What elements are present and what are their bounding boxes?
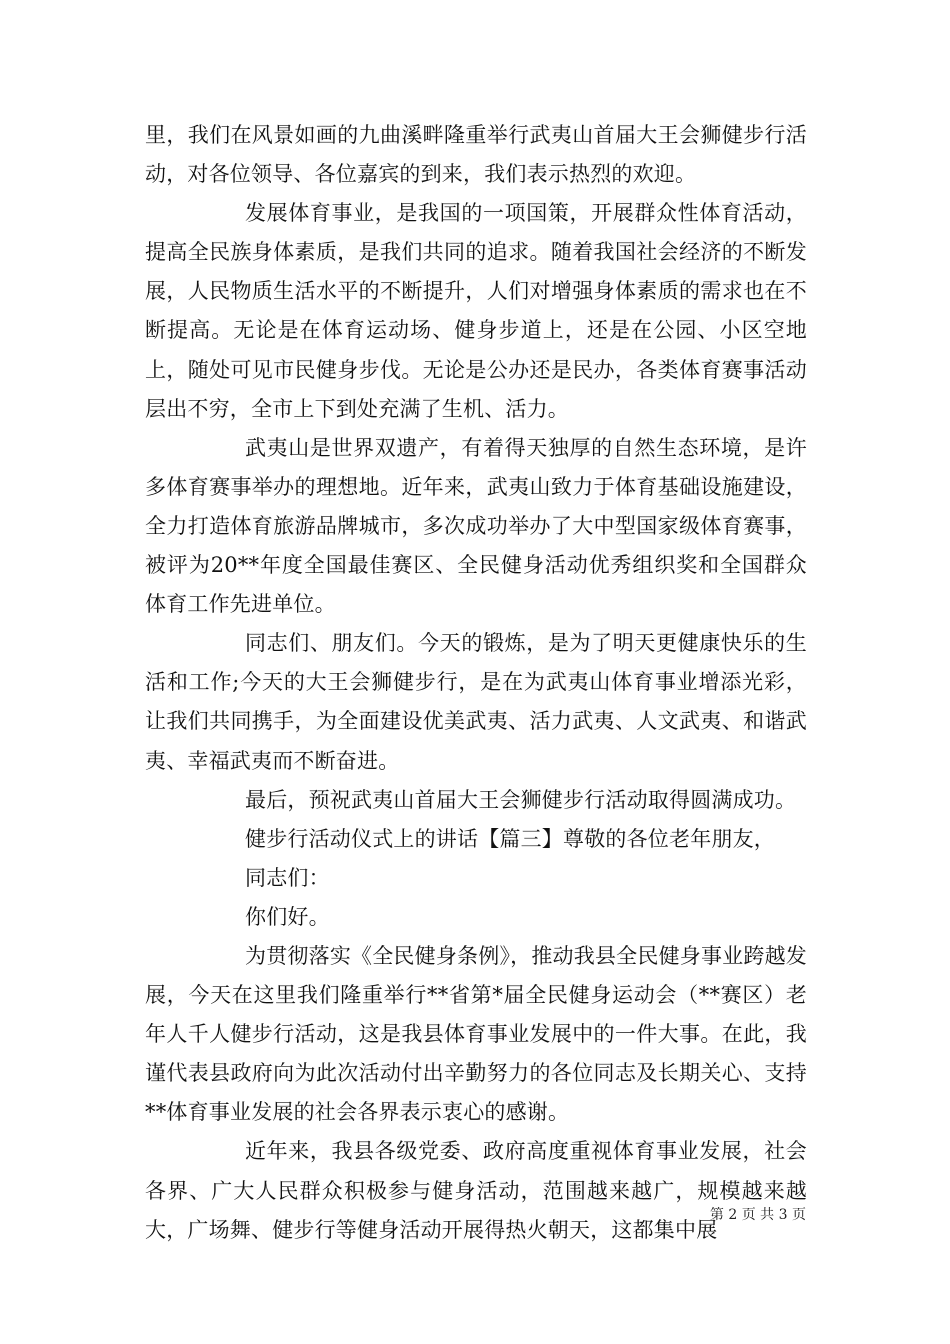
paragraph-comrades: 同志们、朋友们。今天的锻炼，是为了明天更健康快乐的生活和工作;今天的大王会狮健步行，是在为武夷山体育事业增添光彩，让我们共同携手，为全面建设优美武夷、活力武夷、人文武夷、和谐武夷、幸福武夷而不断奋进。 — [145, 631, 807, 773]
paragraph-greeting: 你们好。 — [245, 904, 330, 929]
paragraph-continuation: 里，我们在风景如画的九曲溪畔隆重举行武夷山首届大王会狮健步行活动，对各位领导、各位嘉宾的到来，我们表示热烈的欢迎。 — [145, 123, 807, 187]
paragraph-section-title: 健步行活动仪式上的讲话【篇三】尊敬的各位老年朋友， — [245, 826, 775, 851]
document-body — [145, 116, 807, 1250]
paragraph-event-intro: 为贯彻落实《全民健身条例》，推动我县全民健身事业跨越发展，今天在这里我们隆重举行**省第*届全民健身运动会（**赛区）老年人千人健步行活动，这是我县体育事业发展中的一件大事。在此，我谨代表县政府向为此次活动付出辛勤努力的各位同志及长期关心、支持**体育事业发展的社会各界表示衷心的感谢。 — [145, 943, 807, 1125]
paragraph-closing-wish: 最后，预祝武夷山首届大王会狮健步行活动取得圆满成功。 — [245, 787, 797, 812]
paragraph-salutation: 同志们： — [245, 865, 330, 890]
page-number: 第 2 页 共 3 页 — [709, 1207, 806, 1223]
paragraph-sports-policy: 发展体育事业，是我国的一项国策，开展群众性体育活动，提高全民族身体素质，是我们共同的追求。随着我国社会经济的不断发展，人民物质生活水平的不断提升，人们对增强身体素质的需求也在不断提高。无论是在体育运动场、健身步道上，还是在公园、小区空地上，随处可见市民健身步伐。无论是公办还是民办，各类体育赛事活动层出不穷，全市上下到处充满了生机、活力。 — [145, 201, 807, 421]
paragraph-recent-years: 近年来，我县各级党委、政府高度重视体育事业发展，社会各界、广大人民群众积极参与健身活动，范围越来越广，规模越来越大，广场舞、健步行等健身活动开展得热火朝天，这都集中展 — [145, 1139, 807, 1242]
paragraph-wuyishan: 武夷山是世界双遗产，有着得天独厚的自然生态环境，是许多体育赛事举办的理想地。近年来，武夷山致力于体育基础设施建设，全力打造体育旅游品牌城市，多次成功举办了大中型国家级体育赛事，被评为20**年度全国最佳赛区、全民健身活动优秀组织奖和全国群众体育工作先进单位。 — [145, 435, 807, 617]
